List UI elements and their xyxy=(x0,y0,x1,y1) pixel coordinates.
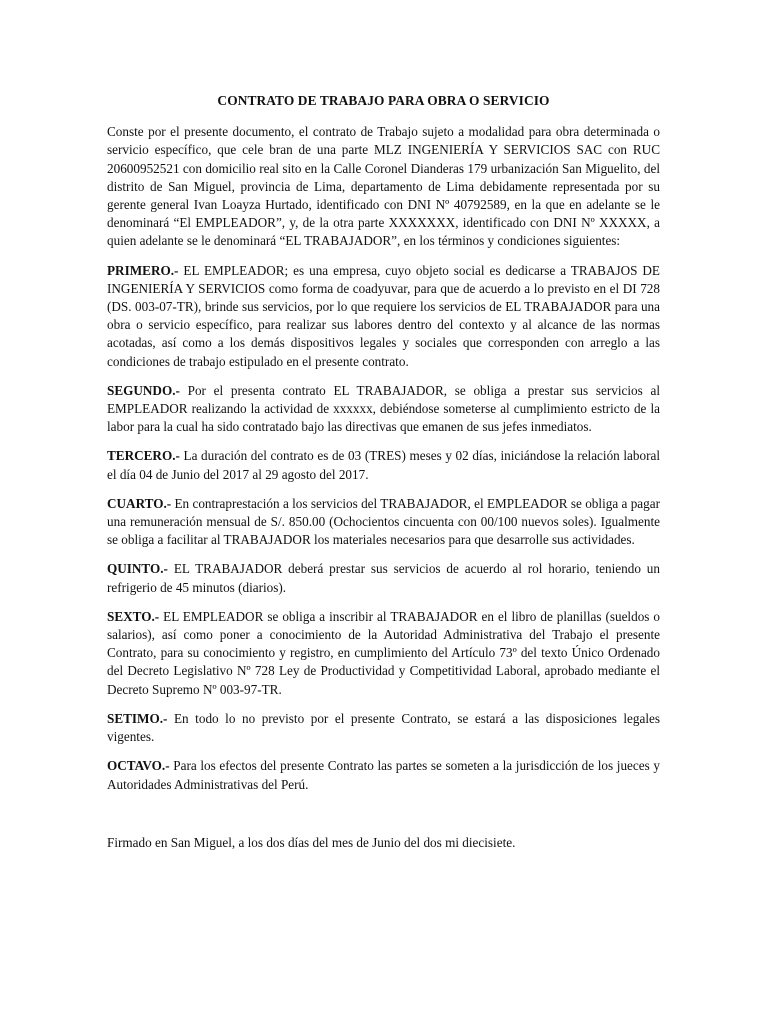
signature-line: Firmado en San Miguel, a los dos días del mes de Junio del dos mi diecisiete. xyxy=(107,834,516,850)
clause-tercero xyxy=(107,447,660,483)
clause-primero xyxy=(107,262,660,371)
clause-text: En contraprestación a los servicios del TRABAJADOR, el EMPLEADOR se obliga a pagar una remuneración mensual de S/. 850.00 (Ochocientos cincuenta con 00/100 nuevos soles). Igualmente se obliga a facilitar al TRABAJADOR los materiales necesarios para que desarrolle sus actividades. xyxy=(107,495,660,548)
clause-heading: SETIMO.- xyxy=(107,710,168,726)
clause-text: EL EMPLEADOR se obliga a inscribir al TRABAJADOR en el libro de planillas (sueldos o salarios), así como poner a conocimiento de la Autoridad Administrativa del Trabajo el presente Contrato, para su conocimiento y registro, en cumplimiento del Artículo 73º del texto Único Ordenado del Decreto Legislativo Nº 728 Ley de Productividad y Competitividad Laboral, aprobado mediante el Decreto Supremo Nº 003-97-TR. xyxy=(107,608,660,697)
clause-heading: SEGUNDO.- xyxy=(107,382,180,398)
intro-paragraph: Conste por el presente documento, el contrato de Trabajo sujeto a modalidad para obra determinada o servicio específico, que cele bran de una parte MLZ INGENIERÍA Y SERVICIOS SAC con RUC 20600952521 con domicilio real sito en la Calle Coronel Dianderas 179 urbanización San Miguelito, del distrito de San Miguel, provincia de Lima, departamento de Lima debidamente representada por su gerente general Ivan Loayza Hurtado, identificado con DNI Nº 40792589, en la que en adelante se le denominará “El EMPLEADOR”, y, de la otra parte XXXXXXX, identificado con DNI Nº XXXXX, a quien adelante se le denominará “EL TRABAJADOR”, en los términos y condiciones siguientes: xyxy=(107,124,660,249)
clause-heading: SEXTO.- xyxy=(107,608,160,624)
clause-text: EL TRABAJADOR deberá prestar sus servicios de acuerdo al rol horario, teniendo un refrigerio de 45 minutos (diarios). xyxy=(107,561,660,595)
clause-text: La duración del contrato es de 03 (TRES) meses y 02 días, iniciándose la relación laboral el día 04 de Junio del 2017 al 29 agosto del 2017. xyxy=(107,448,660,482)
document-page xyxy=(107,92,660,863)
clause-heading: CUARTO.- xyxy=(107,495,172,511)
clause-heading: OCTAVO.- xyxy=(107,758,170,774)
clause-setimo xyxy=(107,710,660,746)
clause-text: En todo lo no previsto por el presente Contrato, se estará a las disposiciones legales vigentes. xyxy=(107,710,660,745)
clause-text: Por el presenta contrato EL TRABAJADOR, se obliga a prestar sus servicios al EMPLEADOR realizando la actividad de xxxxxx, debiéndose someterse al cumplimiento estricto de la labor para la cual ha sido contratado bajo las directivas que emanen de sus jefes inmediatos. xyxy=(107,382,660,435)
clause-heading: QUINTO.- xyxy=(107,561,168,577)
clause-heading: TERCERO.- xyxy=(107,448,180,464)
document-title: CONTRATO DE TRABAJO PARA OBRA O SERVICIO xyxy=(217,93,550,108)
clause-cuarto xyxy=(107,495,660,550)
clause-text: Para los efectos del presente Contrato las partes se someten a la jurisdicción de los jueces y Autoridades Administrativas del Perú. xyxy=(107,758,660,792)
clause-quinto xyxy=(107,560,660,596)
clause-heading: PRIMERO.- xyxy=(107,262,179,278)
clause-octavo xyxy=(107,757,660,793)
clause-segundo xyxy=(107,382,660,437)
clause-sexto xyxy=(107,608,660,699)
clause-text: EL EMPLEADOR; es una empresa, cuyo objeto social es dedicarse a TRABAJOS DE INGENIERÍA Y SERVICIOS como forma de coadyuvar, para que de acuerdo a lo previsto en el DI 728 (DS. 003-07-TR), brinde sus servicios, por lo que requiere los servicios de EL TRABAJADOR para una obra o servicio específico, para realizar sus labores dentro del contexto y al alcance de las normas acotadas, así como a los demás dispositivos legales y sociales que corresponden con arreglo a las condiciones de trabajo estipulado en el presente contrato. xyxy=(107,262,660,369)
